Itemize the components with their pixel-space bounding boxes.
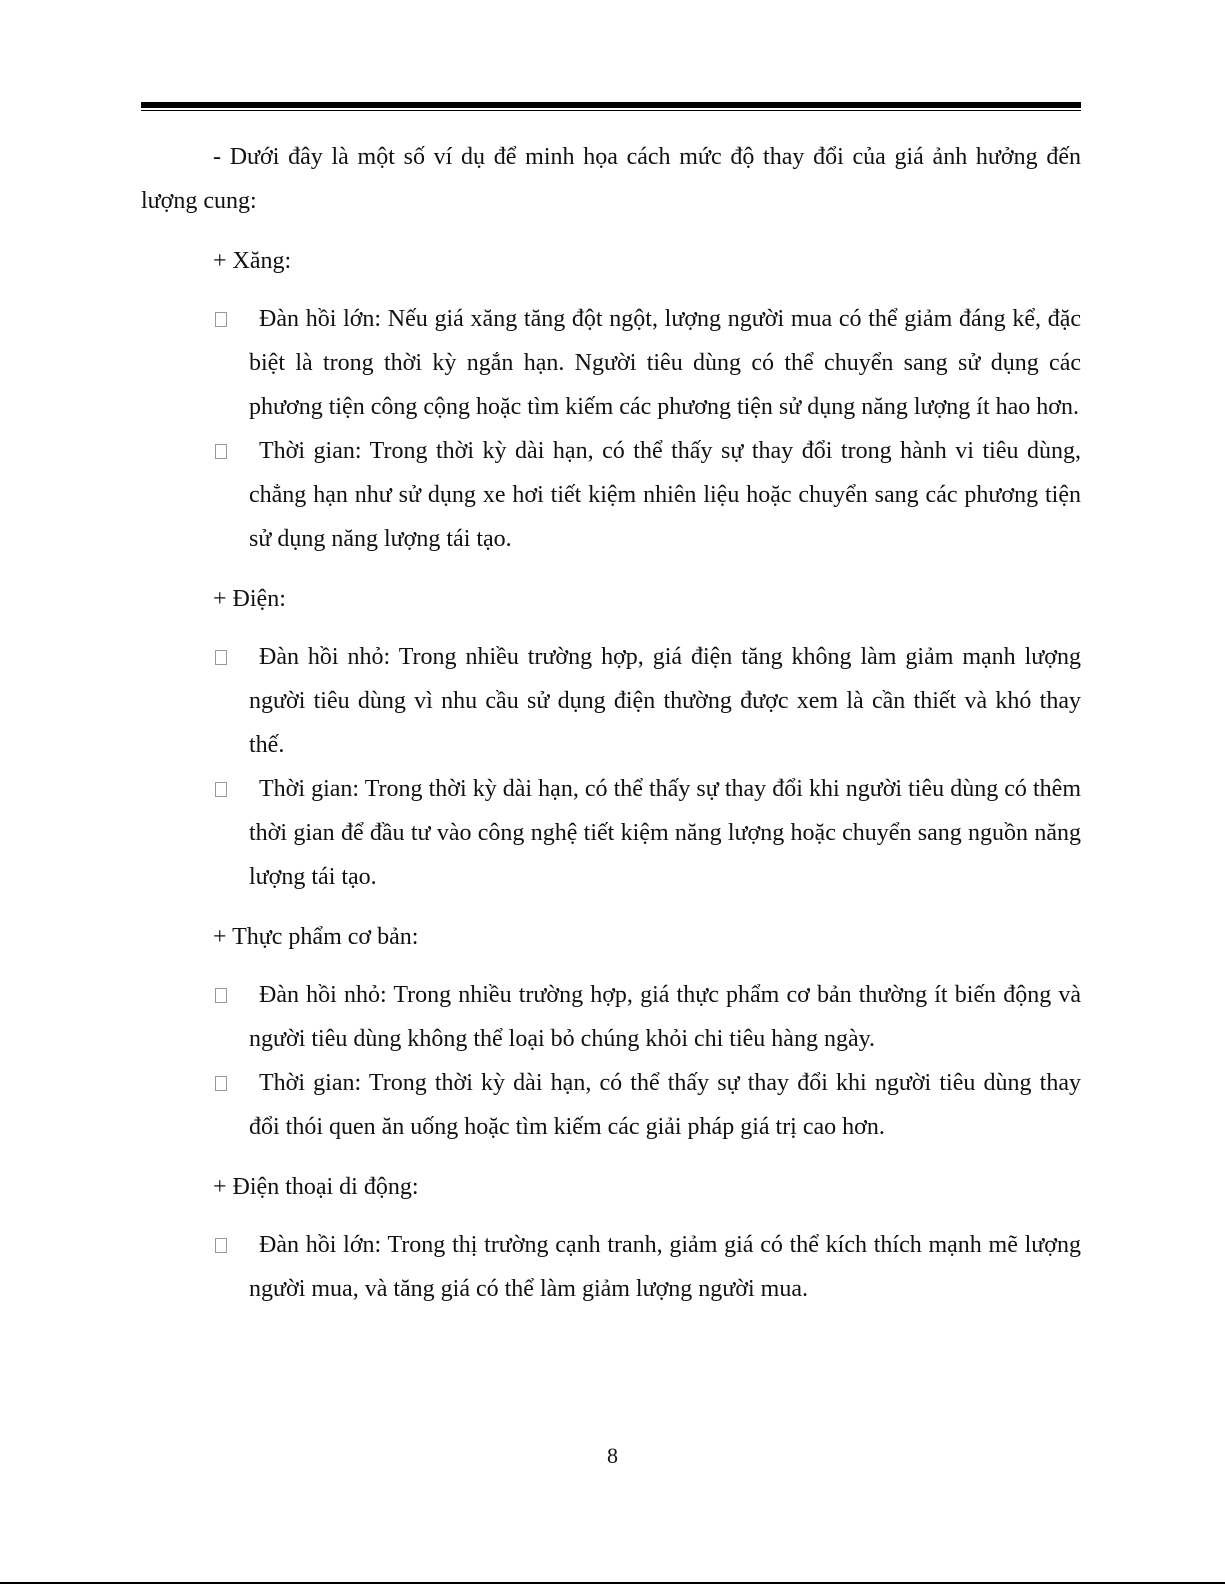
bullet-item xyxy=(141,767,1081,899)
section-heading: + Điện thoại di động: xyxy=(213,1174,419,1200)
bullet-box-icon xyxy=(215,1076,227,1091)
bullet-text: Đàn hồi nhỏ: Trong nhiều trường hợp, giá điện tăng không làm giảm mạnh lượng người tiêu dùng vì nhu cầu sử dụng điện thường được xem là cần thiết và khó thay thế. xyxy=(249,644,1081,758)
section-dien xyxy=(141,577,1081,899)
section-heading: + Xăng: xyxy=(213,248,292,274)
header-rule-thick xyxy=(141,102,1081,108)
bullet-text: Thời gian: Trong thời kỳ dài hạn, có thể thấy sự thay đổi trong hành vi tiêu dùng, chẳng hạn như sử dụng xe hơi tiết kiệm nhiên liệu hoặc chuyển sang các phương tiện sử dụng năng lượng tái tạo. xyxy=(249,438,1081,552)
bullet-item xyxy=(141,635,1081,767)
page-number: 8 xyxy=(607,1443,618,1468)
bullet-item xyxy=(141,1223,1081,1311)
bullet-item xyxy=(141,973,1081,1061)
bullet-item xyxy=(141,1061,1081,1149)
bullet-text: Đàn hồi nhỏ: Trong nhiều trường hợp, giá thực phẩm cơ bản thường ít biến động và người tiêu dùng không thể loại bỏ chúng khỏi chi tiêu hàng ngày. xyxy=(249,982,1081,1052)
section-heading: + Thực phẩm cơ bản: xyxy=(213,924,419,950)
bottom-edge-line xyxy=(0,1582,1225,1584)
intro-paragraph: - Dưới đây là một số ví dụ để minh họa cách mức độ thay đổi của giá ảnh hưởng đến lượng cung: xyxy=(141,144,1081,214)
bullet-text: Thời gian: Trong thời kỳ dài hạn, có thể thấy sự thay đổi khi người tiêu dùng thay đổi thói quen ăn uống hoặc tìm kiếm các giải pháp giá trị cao hơn. xyxy=(249,1070,1081,1140)
section-xang xyxy=(141,239,1081,561)
page-content xyxy=(141,135,1081,1327)
bullet-item xyxy=(141,297,1081,429)
bullet-text: Thời gian: Trong thời kỳ dài hạn, có thể thấy sự thay đổi khi người tiêu dùng có thêm thời gian để đầu tư vào công nghệ tiết kiệm năng lượng hoặc chuyển sang nguồn năng lượng tái tạo. xyxy=(249,776,1081,890)
bullet-box-icon xyxy=(215,650,227,665)
bullet-box-icon xyxy=(215,782,227,797)
bullet-box-icon xyxy=(215,1238,227,1253)
header-rule-thin xyxy=(141,110,1081,111)
bullet-box-icon xyxy=(215,988,227,1003)
bullet-text: Đàn hồi lớn: Trong thị trường cạnh tranh, giảm giá có thể kích thích mạnh mẽ lượng người mua, và tăng giá có thể làm giảm lượng người mua. xyxy=(249,1232,1081,1302)
bullet-box-icon xyxy=(215,312,227,327)
section-dien-thoai xyxy=(141,1165,1081,1311)
bullet-box-icon xyxy=(215,444,227,459)
bullet-item xyxy=(141,429,1081,561)
bullet-text: Đàn hồi lớn: Nếu giá xăng tăng đột ngột, lượng người mua có thể giảm đáng kể, đặc biệt là trong thời kỳ ngắn hạn. Người tiêu dùng có thể chuyển sang sử dụng các phương tiện công cộng hoặc tìm kiếm các phương tiện sử dụng năng lượng ít hao hơn. xyxy=(249,306,1081,420)
section-heading: + Điện: xyxy=(213,586,286,612)
section-thuc-pham xyxy=(141,915,1081,1149)
